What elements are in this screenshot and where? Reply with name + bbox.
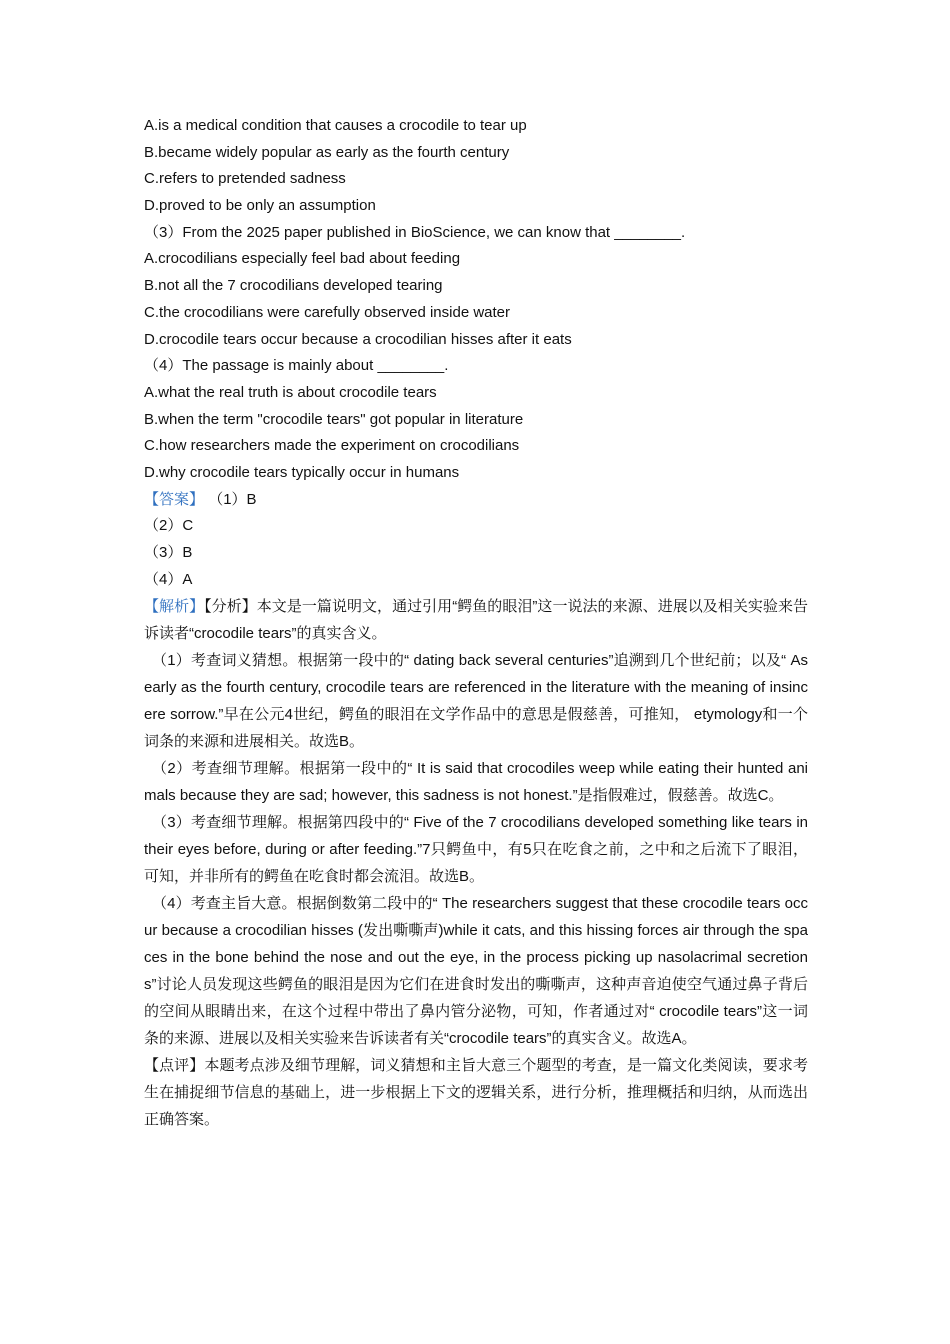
option-3d: D.crocodile tears occur because a crocodilian hisses after it eats [144,330,572,348]
option-3a: A.crocodilians especially feel bad about feeding [144,250,461,268]
analysis-q2: （2）考查细节理解。根据第一段中的“ It is said that crocodiles weep while eating their hunted animals because they are sad; however, this sadness is not honest.”是指假难过，假慈善。故选C。 [144,760,808,805]
answer-4: （4）A [144,570,193,588]
answer-line-1 [144,487,808,514]
analysis-intro-text: 【分析】本文是一篇说明文，通过引用“鳄鱼的眼泪”这一说法的来源、进展以及相关实验来告诉读者“crocodile tears”的真实含义。 [144,598,808,643]
question-2-options [144,113,808,220]
option-4d: D.why crocodile tears typically occur in humans [144,463,460,481]
answer-tag: 【答案】 [144,490,205,508]
answer-3: （3）B [144,544,193,561]
option-2d: D.proved to be only an assumption [144,197,376,215]
option-2a: A.is a medical condition that causes a crocodile to tear up [144,117,527,134]
answer-2: （2）C [144,517,194,535]
option-3b: B.not all the 7 crocodilians developed tearing [144,277,443,295]
analysis-q1: （1）考查词义猜想。根据第一段中的“ dating back several centuries”追溯到几个世纪前；以及“ As early as the fourth century, crocodile tears are referenced in the literature with the meaning of insincere sorrow.”早在公元4世纪，鳄鱼的眼泪在文学作品中的意思是假慈善，可推知， etymology和一个词条的来源和进展相关。故选B。 [144,652,808,751]
answer-1: （1）B [208,490,257,508]
option-2b: B.became widely popular as early as the fourth century [144,143,510,161]
option-4c: C.how researchers made the experiment on crocodilians [144,437,520,455]
analysis-section [144,593,808,1052]
question-4-stem: （4）The passage is mainly about ________. [144,357,449,375]
document-page [144,113,808,1133]
option-2c: C.refers to pretended sadness [144,170,346,188]
answer-section [144,487,808,594]
option-3c: C.the crocodilians were carefully observed inside water [144,303,511,321]
analysis-intro [144,593,808,647]
option-4a: A.what the real truth is about crocodile tears [144,383,437,401]
option-4b: B.when the term "crocodile tears" got popular in literature [144,410,524,428]
question-4 [144,353,808,486]
question-3 [144,220,808,353]
question-3-stem: （3）From the 2025 paper published in BioScience, we can know that ________. [144,223,686,241]
analysis-q3: （3）考查细节理解。根据第四段中的“ Five of the 7 crocodilians developed something like tears in their eyes before, during or after feeding.”7只鳄鱼中，有5只在吃食之前，之中和之后流下了眼泪，可知，并非所有的鳄鱼在吃食时都会流泪。故选B。 [144,814,808,886]
analysis-q4: （4）考查主旨大意。根据倒数第二段中的“ The researchers suggest that these crocodile tears occur because a crocodilian hisses (发出嘶嘶声)while it cats, and this hissing forces air through the spaces in the bone behind the nose and out the eye, in the process picking up nasolacrimal secretions”讨论人员发现这些鳄鱼的眼泪是因为它们在进食时发出的嘶嘶声，这种声音迫使空气通过鼻子背后的空间从眼睛出来，在这个过程中带出了鼻内管分泌物，可知，作者通过对“ crocodile tears”这一词条的来源、进展以及相关实验来告诉读者有关“crocodile tears”的真实含义。故选A。 [144,895,808,1048]
analysis-tag: 【解析】 [144,598,205,616]
comment-section: 【点评】本题考点涉及细节理解，词义猜想和主旨大意三个题型的考查，是一篇文化类阅读，要求考生在捕捉细节信息的基础上，进一步根据上下文的逻辑关系，进行分析，推理概括和归纳，从而选出正确答案。 [144,1057,808,1129]
